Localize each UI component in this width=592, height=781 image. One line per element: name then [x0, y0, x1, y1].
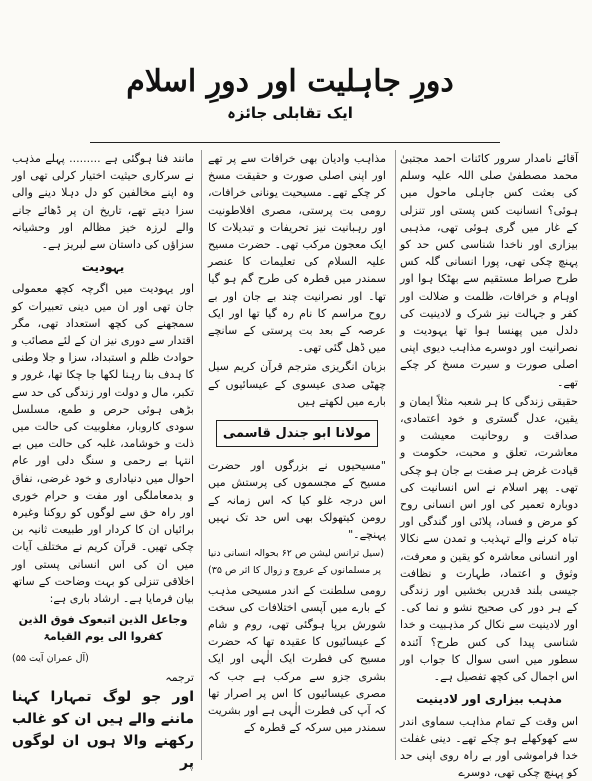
paragraph-christianity: مذاہب وادیان بھی خرافات سے پر تھے اور اپنی اصلی صورت و حقیقت مسخ کر چکے تھے۔ مسیحیت یونانی خرافات، رومی بت پرستی، مصری افلاطونیت اور رہبانیت نیز تحریفات و تبدیلات کا ایک معجون مرکب تھی۔ حضرت مسیح علیہ السلام کی تعلیمات کا عنصر سمندر میں قطرہ کی طرح گم ہو گیا تھا۔ اور نصرانیت چند بے جان اور بے روح مراسم کا نام رہ گیا تھا اور ایک عرصہ کے بعد بت پرستی کے سانچے میں ڈھل گئی تھی۔: [208, 150, 386, 356]
paragraph-islam: حقیقی زندگی کا ہر شعبہ مثلاً ایمان و یقین، عدل گستری و خود اعتمادی، صداقت و روحانیت معیشت و معاشرت، تعلق و محبت، حکومت و قیادت غرض ہر صفت بے جان ہو چکی تھی۔ پھر اسلام نے اس انسانیت کی دوبارہ تعمیر کی اور اس انسانی روح کو مرض و فساد، پلائی اور گندگی اور تباہ کرنے والے تہذیب و تمدن سے نکالا اور انسانی معاشرہ کو یقین و معرفت، وثوق و اعتماد، طہارت و نظافت جیسی بلند قدریں بخشیں اور زندگی کے ہر دور کی صحیح نشو و نما کی۔ اور لادینیت سے نکال کر مذہبیت و خدا شناسی پیدا کی کس طرح؟ آئندہ سطور میں اسی سوال کا جواب اور اس اجمال کی کچھ تفصیل ہے۔: [400, 393, 578, 685]
column-left: [12, 150, 194, 760]
page-title: دورِ جاہلیت اور دورِ اسلام: [70, 62, 510, 102]
translation-text: اور جو لوگ تمہارا کہنا ماننے والے ہیں ان کو غالب رکھنے والا ہوں ان لوگوں پر: [12, 686, 194, 774]
quote: "مسیحیوں نے بزرگوں اور حضرت مسیح کے مجسموں کی پرستش میں اس درجہ غلو کیا کہ اس زمانہ کے رومن کیتھولک بھی اس حد تک نہیں پہنچے۔": [208, 457, 386, 543]
section-heading-irreligion: مذہب بیزاری اور لادینیت: [400, 691, 578, 708]
column-right: [400, 150, 578, 760]
column-middle: [208, 150, 386, 760]
quote-reference: (سیل ترانس لیشن ص ۶۲ بحوالہ انسانی دنیا پر مسلمانوں کے عروج و زوال کا اثر ص ۳۵): [208, 545, 386, 579]
column-divider-right: [395, 150, 396, 760]
author-byline: مولانا ابو جندل قاسمی: [216, 420, 378, 447]
quran-verse: وجاعل الذین اتبعوک فوق الذین کفروا الی یوم القیامۃ: [12, 611, 194, 645]
paragraph-intro: آقائے نامدار سرور کائنات احمد مجتبیٰ محمد مصطفیٰ صلی اللہ علیہ وسلم کی بعثت کس جاہلی ماحول میں ہوئی؟ انسانیت کس پستی اور تنزلی کے غار میں گری ہوئی تھی، مذہبی بیزاری اور ناخدا شناسی کس حد کو پہنچ چکی تھی، پورا انسانی گلہ کس طرح صراط مستقیم سے بھٹکا ہوا اور اوہام و خرافات، ظلمت و ضلالت اور کفر و جہالت نیز شرک و لادینیت کی دلدل میں پھنسا ہوا تھا یہودیت و نصرانیت اور دوسرے مذاہب دیوی اپنی اصلی صورت و سیرت مسخ کر چکے تھے۔: [400, 150, 578, 391]
paragraph-judaism: اور یہودیت میں اگرچہ کچھ معمولی جان تھی اور ان میں دینی تعبیرات کو سمجھنے کی کچھ استعداد تھی، مگر اقتدار سے دوری نیز ان کے لئے مصائب و حوادث ظلم و استبداد، سزا و جلا وطنی کا ہدف بنا رہنا لکھا جا چکا تھا، غرور و تکبر، مال و دولت اور زندگی کی حد سے بڑھی ہوئی حرص و طمع، مسلسل سودی کاروبار، مغلوبیت کی حالت میں ذلت و خوشامد، غلبہ کی حالت میں بے انتہا بے رحمی و سنگ دلی اور عام احوال میں دنیاداری و خود غرضی، نفاق و بدمعاملگی اور مفت و حرام خوری اور راہ حق سے لوگوں کو روکنا وغیرہ برائیاں ان کا کردار اور طبیعت ثانیہ بن چکی تھیں۔ قرآن کریم نے مختلف آیات میں ان کی اس انسانی پستی اور اخلاقی تنزلی کو بہت وضاحت کے ساتھ بیان فرمایا ہے۔ ارشاد باری ہے:: [12, 280, 194, 607]
paragraph-roman: رومی سلطنت کے اندر مسیحی مذہب کے بارے میں آپسی اختلافات کی سخت شورش برپا ہوگئی تھی، روم و شام کے عیسائیوں کا عقیدہ تھا کہ حضرت مسیح کی فطرت ایک الٰہی اور ایک بشری جزو سے مرکب ہے جب کہ مصری عیسائیوں کا اس پر اصرار تھا کہ آپ کی فطرت الٰہی ہے اور بشریت سمندر میں سرکہ کے قطرہ کے: [208, 582, 386, 737]
section-heading-judaism: یہودیت: [12, 259, 194, 276]
translation-label: ترجمہ: [12, 669, 194, 686]
paragraph-irreligion: اس وقت کے تمام مذاہب سماوی اندر سے کھوکھلے ہو چکے تھے۔ دینی غفلت خدا فراموشی اور بے راہ روی اپنی حد کو پہنچ چکی تھی، دوسرے: [400, 713, 578, 781]
column-divider-left: [201, 150, 202, 760]
title-underline: [90, 142, 500, 143]
page-subtitle: ایک تقابلی جائزہ: [70, 104, 510, 122]
title-block: [70, 62, 510, 140]
paragraph-continuation: مانند فنا ہوگئی ہے ......... پہلے مذہب نے سرکاری حیثیت اختیار کرلی تھی اور وہ اپنے مخالفین کو دل دہلا دینے والی سزا دیتے تھے، تاریخ ان پر ڈھائے جانے والے لرزہ خیز مظالم اور وحشیانہ سزاؤں کی داستان سے لبریز ہے۔: [12, 150, 194, 253]
paragraph-sale: بزبان انگریزی مترجم قرآن کریم سیل چھٹی صدی عیسوی کے عیسائیوں کے بارے میں لکھتے ہیں: [208, 358, 386, 410]
verse-reference: (آل عمران آیت ۵۵): [12, 650, 194, 667]
